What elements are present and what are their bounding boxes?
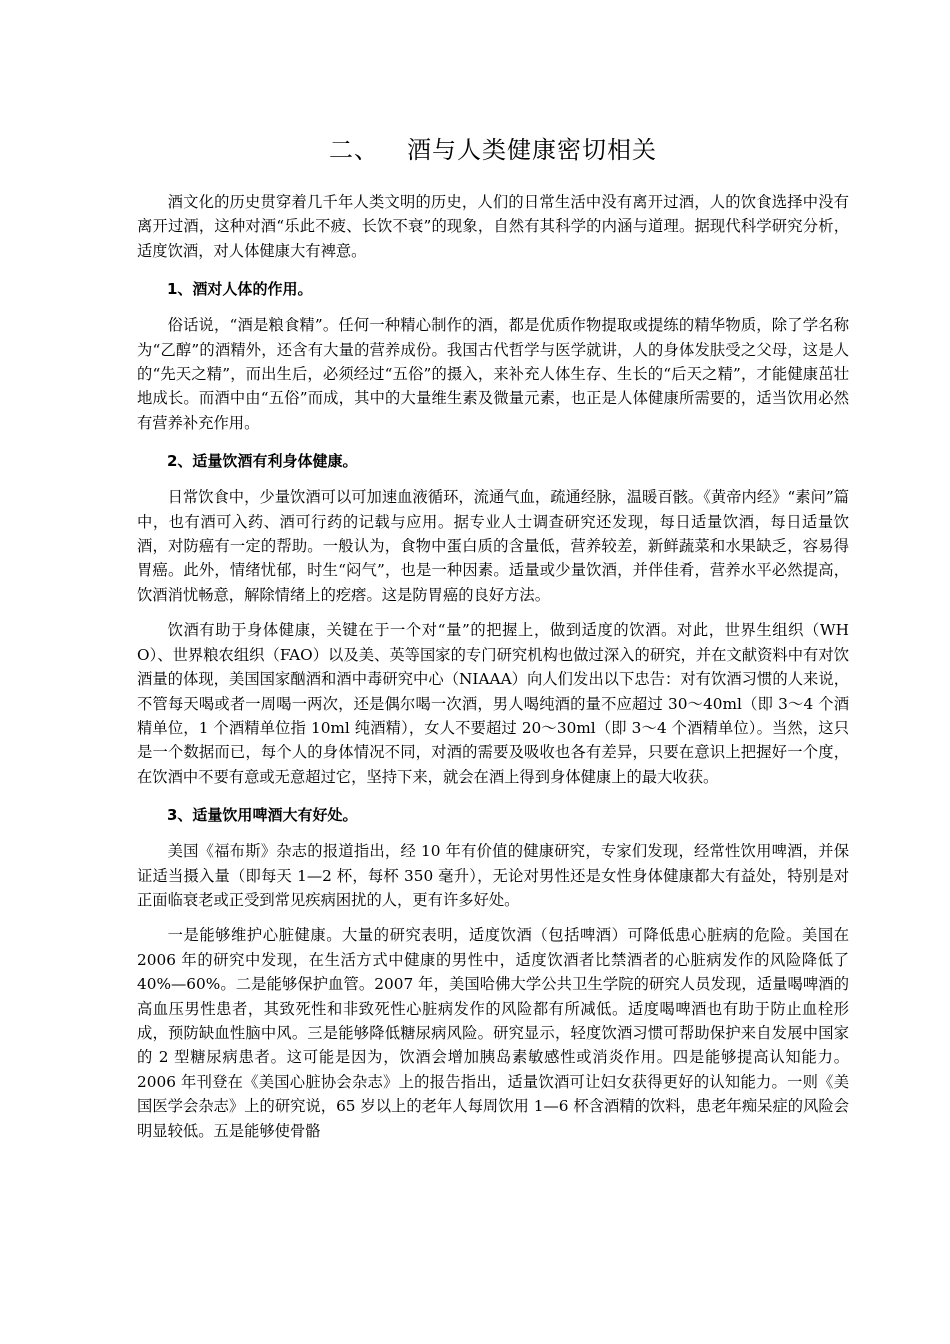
section-2-paragraph-1: 日常饮食中，少量饮酒可以可加速血液循环，流通气血，疏通经脉，温暖百骸。《黄帝内经》“素问”篇中，也有酒可入药、酒可行药的记载与应用。据专业人士调查研究还发现，每日适量饮酒，每日适量饮酒，对防癌有一定的帮助。一般认为，食物中蛋白质的含量低，营养较差，新鲜蔬菜和水果缺乏，容易得胃癌。此外，情绪忧郁，时生“闷气”，也是一种因素。适量或少量饮酒，并伴佳肴，营养水平必然提高，饮酒消忧畅意，解除情绪上的疙瘩。这是防胃癌的良好方法。: [137, 488, 849, 604]
title-text: 酒与人类健康密切相关: [407, 136, 657, 164]
title-number: 二、: [329, 136, 379, 164]
section-1-paragraph-1: 俗话说，“酒是粮食精”。任何一种精心制作的酒，都是优质作物提取或提练的精华物质，除了学名称为“乙醇”的酒精外，还含有大量的营养成份。我国古代哲学与医学就讲，人的身体发肤受之父母，这是人的“先天之精”，而出生后，必须经过“五俗”的摄入，来补充人体生存、生长的“后天之精”，才能健康茁壮地成长。而酒中由“五俗”而成，其中的大量维生素及微量元素，也正是人体健康所需要的，适当饮用必然有营养补充作用。: [137, 316, 849, 432]
section-heading-3: 3、适量饮用啤酒大有好处。: [167, 806, 358, 825]
page-title: [137, 130, 849, 170]
section-heading-1: 1、酒对人体的作用。: [167, 280, 313, 299]
section-heading-2: 2、适量饮酒有利身体健康。: [167, 452, 358, 471]
intro-paragraph: 酒文化的历史贯穿着几千年人类文明的历史，人们的日常生活中没有离开过酒，人的饮食选择中没有离开过酒，这种对酒“乐此不疲、长饮不衰”的现象，自然有其科学的内涵与道理。据现代科学研究分析，适度饮酒，对人体健康大有裨意。: [137, 193, 849, 260]
section-3-paragraph-1: 美国《福布斯》杂志的报道指出，经 10 年有价值的健康研究，专家们发现，经常性饮用啤酒，并保证适当摄入量（即每天 1—2 杯，每杯 350 毫升），无论对男性还是女性身体健康都大有益处，特别是对正面临衰老或正受到常见疾病困扰的人，更有许多好处。: [137, 842, 849, 909]
section-2-paragraph-2: 饮酒有助于身体健康，关键在于一个对“量”的把握上，做到适度的饮酒。对此，世界生组织（WH O）、世界粮农组织（FAO）以及美、英等国家的专门研究机构也做过深入的研究，并在文献资料中有对饮酒量的体现，美国国家酗酒和酒中毒研究中心（NIAAA）向人们发出以下忠告：对有饮酒习惯的人来说，不管每天喝或者一周喝一两次，还是偶尔喝一次酒，男人喝纯酒的量不应超过 30～40ml（即 3～4 个酒精单位，1 个酒精单位指 10ml 纯酒精），女人不要超过 20～30ml（即 3～4 个酒精单位）。当然，这只是一个数据而已，每个人的身体情况不同，对酒的需要及吸收也各有差异，只要在意识上把握好一个度，在饮酒中不要有意或无意超过它，坚持下来，就会在酒上得到身体健康上的最大收获。: [137, 621, 849, 786]
section-3-paragraph-2: 一是能够维护心脏健康。大量的研究表明，适度饮酒（包括啤酒）可降低患心脏病的危险。美国在 2006 年的研究中发现，在生活方式中健康的男性中，适度饮酒者比禁酒者的心脏病发作的风险降低了 40%—60%。二是能够保护血管。2007 年，美国哈佛大学公共卫生学院的研究人员发现，适量喝啤酒的高血压男性患者，其致死性和非致死性心脏病发作的风险都有所减低。适度喝啤酒也有助于防止血栓形成，预防缺血性脑中风。三是能够降低糖尿病风险。研究显示，轻度饮酒习惯可帮助保护来自发展中国家的 2 型糖尿病患者。这可能是因为，饮酒会增加胰岛素敏感性或消炎作用。四是能够提高认知能力。2006 年刊登在《美国心脏协会杂志》上的报告指出，适量饮酒可让妇女获得更好的认知能力。一则《美国医学会杂志》上的研究说，65 岁以上的老年人每周饮用 1—6 杯含酒精的饮料，患老年痴呆症的风险会明显较低。五是能够使骨骼: [137, 926, 849, 1140]
document-body: [137, 130, 849, 1143]
